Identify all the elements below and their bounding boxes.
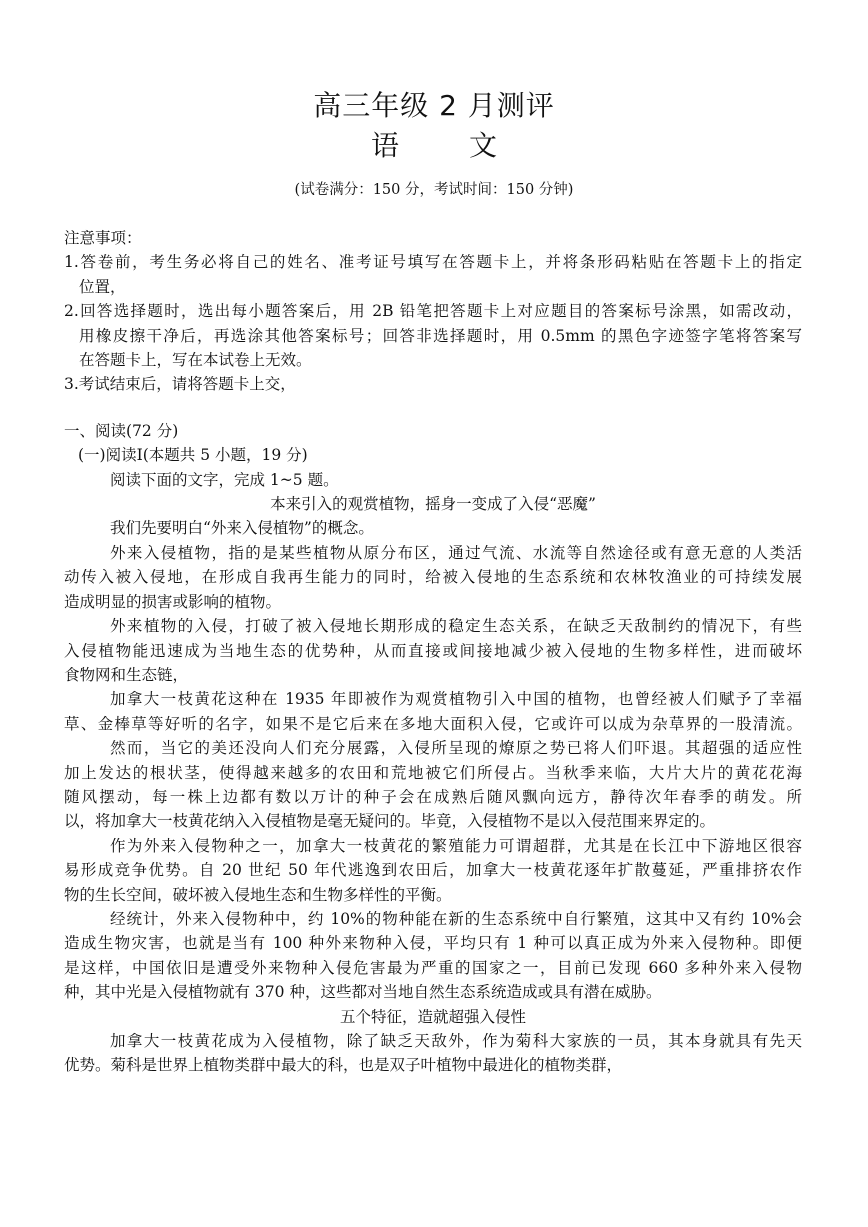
exam-meta: (试卷满分：150 分，考试时间：150 分钟) — [294, 182, 574, 198]
note-item-1-line-1: 1.答卷前，考生务必将自己的姓名、准考证号填写在答题卡上，并将条形码粘贴在答题卡上的指定 — [64, 253, 802, 272]
paragraph-7-line-3: 是这样，中国依旧是遭受外来物种入侵危害最为严重的国家之一，目前已发现 660 多种外来入侵物 — [64, 958, 802, 977]
paragraph-7-line-4: 种，其中光是入侵植物就有 370 种，这些都对当地自然生态系统造成或具有潜在威胁。 — [64, 983, 662, 1002]
paragraph-5-line-1: 然而，当它的美还没向人们充分展露，入侵所呈现的燎原之势已将人们吓退。其超强的适应性 — [110, 739, 802, 758]
paragraph-1: 我们先要明白“外来入侵植物”的概念。 — [110, 519, 374, 538]
paragraph-2-line-1: 外来入侵植物，指的是某些植物从原分布区，通过气流、水流等自然途径或有意无意的人类活 — [110, 543, 802, 562]
paragraph-8-line-1: 加拿大一枝黄花成为入侵植物，除了缺乏天敌外，作为菊科大家族的一员，其本身就具有先天 — [110, 1032, 802, 1050]
paragraph-4-line-1: 加拿大一枝黄花这种在 1935 年即被作为观赏植物引入中国的植物，也曾经被人们赋予了幸福 — [110, 690, 802, 709]
paragraph-7-line-1: 经统计，外来入侵物种中，约 10%的物种能在新的生态系统中自行繁殖，这其中又有约 10%会 — [110, 909, 802, 928]
subject-left-char: 语 — [370, 129, 399, 162]
reading-instruction: 阅读下面的文字，完成 1~5 题。 — [110, 470, 339, 489]
paragraph-3-line-2: 入侵植物能迅速成为当地生态的优势种，从而直接或间接地减少被入侵地的生物多样性，进而破坏 — [64, 641, 802, 660]
paragraph-4-line-2: 草、金棒草等好听的名字，如果不是它后来在多地大面积入侵，它或许可以成为杂草界的一股清流。 — [64, 714, 802, 733]
paragraph-6-line-1: 作为外来入侵物种之一，加拿大一枝黄花的繁殖能力可谓超群，尤其是在长江中下游地区很容 — [110, 836, 802, 855]
note-item-1-line-2: 位置， — [79, 277, 126, 296]
paragraph-5-line-3: 随风摆动，每一株上边都有数以万计的种子会在成熟后随风飘向远方，静待次年春季的萌发。所 — [64, 787, 802, 806]
note-item-2-line-3: 在答题卡上，写在本试卷上无效。 — [79, 351, 312, 370]
article-title: 本来引入的观赏植物，摇身一变成了入侵“恶魔” — [270, 495, 596, 514]
note-item-2-line-2: 用橡皮擦干净后，再选涂其他答案标号；回答非选择题时，用 0.5mm 的黑色字迹签字笔将答案写 — [79, 326, 802, 345]
paragraph-6-line-3: 物的生长空间，破坏被入侵地生态和生物多样性的平衡。 — [64, 885, 452, 904]
note-item-2-line-1: 2.回答选择题时，选出每小题答案后，用 2B 铅笔把答题卡上对应题目的答案标号涂黑，如需改动， — [64, 302, 802, 321]
sub-section-heading: (一)阅读Ⅰ(本题共 5 小题，19 分) — [78, 446, 308, 465]
paragraph-5-line-2: 加上发达的根状茎，使得越来越多的农田和荒地被它们所侵占。当秋季来临，大片大片的黄花花海 — [64, 763, 802, 782]
paragraph-2-line-3: 造成明显的损害或影响的植物。 — [64, 592, 282, 611]
notes-heading: 注意事项： — [64, 229, 142, 247]
paragraph-7-line-2: 造成生物灾害，也就是当有 100 种外来物种入侵，平均只有 1 种可以真正成为外来入侵物种。即便 — [64, 934, 802, 953]
paragraph-2-line-2: 动传入被入侵地，在形成自我再生能力的同时，给被入侵地的生态系统和农林牧渔业的可持续发展 — [64, 568, 802, 587]
paragraph-3-line-1: 外来植物的入侵，打破了被入侵地长期形成的稳定生态关系，在缺乏天敌制约的情况下，有些 — [110, 617, 802, 636]
subject-right-char: 文 — [469, 129, 498, 162]
section-heading: 一、阅读(72 分) — [64, 421, 179, 440]
paragraph-6-line-2: 易形成竞争优势。自 20 世纪 50 年代逃逸到农田后，加拿大一枝黄花逐年扩散蔓延，严重排挤农作 — [64, 861, 802, 880]
subject-title — [0, 124, 868, 164]
paragraph-8-line-2: 优势。菊科是世界上植物类群中最大的科，也是双子叶植物中最进化的植物类群， — [64, 1056, 623, 1075]
note-item-3: 3.考试结束后，请将答题卡上交， — [64, 375, 296, 394]
exam-title: 高三年级 2 月测评 — [313, 89, 555, 122]
article-subtitle: 五个特征，造就超强入侵性 — [339, 1007, 526, 1026]
paragraph-5-line-4: 以，将加拿大一枝黄花纳入入侵植物是毫无疑问的。毕竟，入侵植物不是以入侵范围来界定的。 — [64, 812, 716, 831]
exam-body — [64, 226, 802, 1078]
paragraph-3-line-3: 食物网和生态链， — [64, 665, 189, 684]
